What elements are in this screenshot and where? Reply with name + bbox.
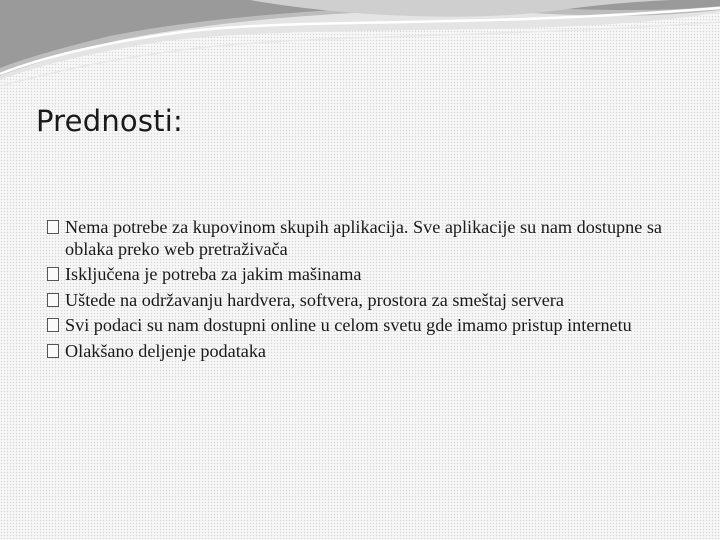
bullet-item bbox=[47, 290, 687, 312]
missing-glyph-box-icon bbox=[47, 318, 59, 332]
bullet-item bbox=[47, 315, 687, 337]
bullet-item bbox=[47, 264, 687, 286]
bullet-text: Isključena je potreba za jakim mašinama bbox=[65, 264, 362, 284]
slide-title: Prednosti: bbox=[36, 104, 183, 138]
missing-glyph-box-icon bbox=[47, 344, 59, 358]
bullet-text: Olakšano deljenje podataka bbox=[65, 340, 266, 361]
bullet-item bbox=[47, 341, 687, 363]
bullet-text: Uštede na održavanju hardvera, softvera, prostora za smeštaj servera bbox=[65, 289, 564, 310]
missing-glyph-box-icon bbox=[47, 293, 59, 307]
bullet-text: Svi podaci su nam dostupni online u celom svetu gde imamo pristup internetu bbox=[65, 315, 632, 335]
header-wave-decoration bbox=[0, 0, 720, 90]
bullet-text: Nema potrebe za kupovinom skupih aplikacija. Sve aplikacije su nam dostupne sa oblaka preko web pretraživača bbox=[65, 217, 662, 259]
bullet-list bbox=[47, 217, 687, 366]
missing-glyph-box-icon bbox=[47, 267, 59, 281]
missing-glyph-box-icon bbox=[47, 220, 59, 234]
bullet-item bbox=[47, 217, 687, 260]
